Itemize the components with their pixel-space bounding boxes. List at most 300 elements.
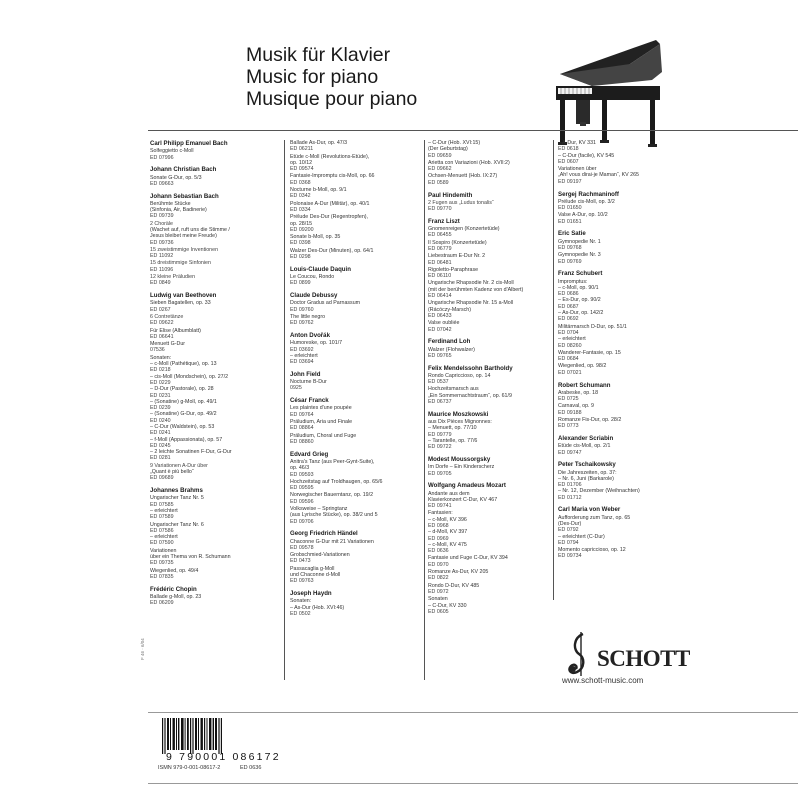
work-title-line: Rondo Capriccioso, op. 14 <box>428 372 491 379</box>
catalog-work <box>290 154 420 173</box>
catalog-work <box>428 140 550 159</box>
composer-name: Ludwig van Beethoven <box>150 292 217 300</box>
composer-name: Sergej Rachmaninoff <box>558 190 619 198</box>
edition-code: ED 0849 <box>150 280 171 287</box>
edition-code: ED 09197 <box>558 178 582 185</box>
edition-code: 15 dreistimmige Sinfonien <box>150 260 211 267</box>
edition-code: ED 09760 <box>290 306 314 313</box>
catalog-work <box>290 187 420 200</box>
catalog-work <box>290 598 420 617</box>
work-title-line: Walzer Des-Dur (Minuten), op. 64/1 <box>290 247 374 254</box>
catalog-work <box>558 515 698 546</box>
work-title-line: Sonate G-Dur, op. 5/3 <box>150 174 202 181</box>
logo-text: SCHOTT <box>597 646 690 671</box>
work-title-line: Liebestraum E-Dur Nr. 2 <box>428 253 486 260</box>
catalog-work <box>150 495 280 520</box>
work-title-line: – Menuett, op. 77/10 <box>428 425 477 432</box>
work-title-line: Anitra's Tanz (aus Peer-Gynt-Suite), <box>290 458 375 465</box>
composer-name: Eric Satie <box>558 230 586 238</box>
edition-code: 2 Choräle <box>150 220 173 227</box>
edition-code: ED 09706 <box>290 518 314 525</box>
edition-code: ED 06779 <box>428 245 452 252</box>
barcode-number: 9 790001 086172 <box>166 751 281 763</box>
work-title-line: – As-Dur, op. 142/2 <box>558 310 604 317</box>
work-title-line: „Quant è più bello“ <box>150 469 194 476</box>
edition-code: ED 0687 <box>558 303 579 310</box>
composer-name: Joseph Haydn <box>290 590 332 598</box>
work-title-line: The little negro <box>290 313 326 320</box>
work-title-line: Nocturne b-Moll, op. 9/1 <box>290 187 347 194</box>
work-title-line: – erleichtert <box>558 336 586 343</box>
work-title-line: Menuett G-Dur <box>150 341 186 348</box>
composer-name: Carl Philipp Emanuel Bach <box>150 140 228 147</box>
edition-code: ED 0618 <box>558 146 579 153</box>
work-title-line: – c-Moll (Pathétique), op. 13 <box>150 361 217 368</box>
work-title-line: Ungarische Rhapsodie Nr. 15 a-Moll <box>428 300 514 307</box>
catalog-work <box>558 390 698 403</box>
edition-code: ED 09741 <box>428 503 452 510</box>
work-title-line: – C-Dur, KV 330 <box>428 602 467 609</box>
edition-code: ED 09736 <box>150 239 174 246</box>
catalog-work <box>290 539 420 552</box>
work-title-line: – Es-Dur, op. 90/2 <box>558 297 601 304</box>
work-title-line: (Rácóczy-Marsch) <box>428 306 471 313</box>
catalog-work <box>428 253 550 266</box>
edition-code: ED 0502 <box>290 610 311 617</box>
work-title-line: – Tarantelle, op. 77/6 <box>428 437 478 444</box>
edition-code: ED 0972 <box>428 588 449 595</box>
edition-code: ED 09722 <box>428 444 452 451</box>
composer-name: Wolfgang Amadeus Mozart <box>428 482 506 490</box>
work-title-line: Chaconne G-Dur mit 21 Variationen <box>290 538 374 545</box>
catalog-work <box>290 479 420 492</box>
edition-code: ED 0240 <box>150 417 171 424</box>
edition-code: ED 09739 <box>150 213 174 220</box>
work-title-line: Etüde cis-Moll, op. 2/1 <box>558 443 611 450</box>
edition-code: ED 0794 <box>558 539 579 546</box>
catalog-work <box>290 300 420 313</box>
catalog-work <box>150 201 280 220</box>
work-title-line: Im Dorfe – Ein Kinderscherz <box>428 464 495 471</box>
edition-code: ED 09762 <box>290 320 314 327</box>
catalog-work <box>150 568 280 581</box>
composer-name: John Field <box>290 370 321 378</box>
work-title-line: Rigoletto-Paraphrase <box>428 266 479 273</box>
catalog-work <box>150 594 280 607</box>
composer-name: César Franck <box>290 397 329 405</box>
catalog-column-2 <box>290 140 420 617</box>
catalog-work <box>428 160 550 173</box>
composer-name: Peter Tschaikowsky <box>558 461 616 469</box>
work-title-line: Gymnopedie Nr. 1 <box>558 238 601 245</box>
catalog-work <box>428 464 550 477</box>
edition-code: ED 0473 <box>290 558 311 565</box>
composer-name: Modest Moussorgsky <box>428 456 491 463</box>
catalog-work <box>558 212 698 225</box>
edition-code: ED 09768 <box>558 244 582 251</box>
work-title-line: Wiegenlied, op. 98/2 <box>558 363 607 370</box>
edition-code: ED 06209 <box>150 600 174 607</box>
edition-code: ED 09188 <box>558 409 582 416</box>
catalog-work <box>558 199 698 212</box>
edition-code: ED 09769 <box>558 258 582 265</box>
work-title-line: – c-Moll, KV 396 <box>428 516 467 523</box>
work-title-line: (mit der berühmten Kadenz von d'Albert) <box>428 286 524 293</box>
edition-code: ED 0605 <box>428 608 449 615</box>
title-french: Musique pour piano <box>246 88 418 110</box>
catalog-work <box>428 569 550 582</box>
edition-code: ED 11092 <box>150 253 174 260</box>
work-title-line: Fantasie-Impromptu cis-Moll, op. 66 <box>290 173 375 180</box>
title-german: Musik für Klavier <box>246 44 391 66</box>
catalog-work <box>290 405 420 418</box>
edition-code: ED 09200 <box>290 226 314 233</box>
work-title-line: – erleichtert (C-Dur) <box>558 533 605 540</box>
catalog-work <box>290 201 420 214</box>
work-title-line: Humoreske, op. 101/7 <box>290 340 343 347</box>
edition-code: ED 08860 <box>290 438 314 445</box>
work-title-line: Impromptus: <box>558 278 588 285</box>
work-title-line: Valse oubliée <box>428 320 460 327</box>
edition-number: ED 0636 <box>240 765 262 771</box>
catalog-work <box>290 274 420 287</box>
work-title-line: Solfeggietto c-Moll <box>150 148 194 155</box>
edition-code: ED 09595 <box>290 485 314 492</box>
edition-code: ED 09689 <box>150 475 174 482</box>
catalog-work <box>558 403 698 416</box>
edition-code: ED 0342 <box>290 193 311 200</box>
catalog-work <box>150 221 280 246</box>
work-title-line: Sonate b-Moll, op. 35 <box>290 234 341 241</box>
catalog-work <box>150 175 280 188</box>
work-title-line: Passacaglia g-Moll <box>290 565 335 572</box>
ismn-number: ISMN 979-0-001-08617-2 <box>158 765 221 771</box>
work-title-line: Jesus bleibet meine Freude) <box>150 233 217 240</box>
edition-code: ED 06455 <box>428 232 452 239</box>
edition-code: ED 06641 <box>150 333 174 340</box>
catalog-work <box>558 166 698 185</box>
work-title-line: (aus Lyrische Stücke), op. 38/2 und 5 <box>290 512 378 519</box>
work-title-line: Die Jahreszeiten, op. 37: <box>558 469 617 476</box>
work-title-line: Klavierkonzert C-Dur, KV 467 <box>428 496 498 503</box>
catalog-work <box>428 583 550 596</box>
edition-code: ED 0822 <box>428 575 449 582</box>
work-title-line: – cis-Moll (Mondschein), op. 27/2 <box>150 373 229 380</box>
edition-code: ED 0704 <box>558 329 579 336</box>
work-title-line: op. 46/3 <box>290 465 310 472</box>
work-title-line: aus Dix Pièces Mignonnes: <box>428 419 492 426</box>
edition-code: ED 09764 <box>290 411 314 418</box>
edition-code: 0925 <box>290 385 302 392</box>
work-title-line: Ochsen-Menuett (Hob. IX:27) <box>428 173 498 180</box>
composer-name: Maurice Moszkowski <box>428 410 489 418</box>
catalog-work <box>558 140 698 165</box>
edition-code: ED 0589 <box>428 179 449 186</box>
edition-code: ED 06414 <box>428 293 452 300</box>
edition-code: ED 06433 <box>428 312 452 319</box>
edition-code: ED 09578 <box>290 544 314 551</box>
composer-name: Franz Schubert <box>558 270 603 278</box>
work-title-line: – erleichtert <box>290 352 318 359</box>
catalog-work <box>428 173 550 186</box>
edition-code: ED 09770 <box>428 206 452 213</box>
work-title-line: Andante aus dem <box>428 490 470 497</box>
catalog-work <box>428 300 550 319</box>
edition-code: ED 07042 <box>428 326 452 333</box>
edition-code: ED 09574 <box>290 166 314 173</box>
edition-code: ED 07996 <box>150 154 174 161</box>
composer-name: Felix Mendelssohn Bartholdy <box>428 364 513 372</box>
side-code: F 46 · 6/04 <box>140 638 145 660</box>
catalog-column-1 <box>150 140 280 607</box>
catalog-work <box>428 267 550 280</box>
work-title-line: Doctor Gradus ad Parnassum <box>290 300 361 307</box>
catalog-work <box>290 140 420 153</box>
catalog-column-4 <box>558 140 698 560</box>
barcode-box <box>148 712 798 784</box>
work-title-line: – As-Dur (Hob. XVI:46) <box>290 604 345 611</box>
work-title-line: Ungarischer Tanz Nr. 5 <box>150 495 204 502</box>
work-title-line: Präludium, Aria und Finale <box>290 419 353 426</box>
edition-code: ED 07021 <box>558 369 582 376</box>
work-title-line: Gnomenreigen (Konzertetüde) <box>428 226 500 233</box>
work-title-line: Hochzeitstag auf Troldhaugen, op. 65/6 <box>290 478 383 485</box>
composer-name: Louis-Claude Daquin <box>290 265 351 273</box>
clef-icon <box>565 632 593 676</box>
edition-code: ED 06481 <box>428 259 452 266</box>
work-title-line: Fantasien: <box>428 510 453 517</box>
work-title-line: Volksweise – Springtanz <box>290 505 348 512</box>
composer-name: Carl Maria von Weber <box>558 506 621 514</box>
work-title-line: Walzer (Flohwalzer) <box>428 346 475 353</box>
work-title-line: Für Elise (Albumblatt) <box>150 327 201 334</box>
work-title-line: Präludium, Choral und Fuge <box>290 432 357 439</box>
work-title-line: – f-Moll (Appassionata), op. 57 <box>150 436 223 443</box>
work-title-line: Sonaten <box>428 596 448 603</box>
edition-code: ED 07835 <box>150 573 174 580</box>
work-title-line: „Ah! vous dirai-je Maman“, KV 265 <box>558 172 639 179</box>
catalog-work <box>428 280 550 299</box>
work-title-line: Ballade g-Moll, op. 23 <box>150 593 202 600</box>
work-title-line: Polonaise A-Dur (Militär), op. 40/1 <box>290 200 370 207</box>
edition-code: ED 0792 <box>558 527 579 534</box>
work-title-line: Etüde c-Moll (Revolutions-Etüde), <box>290 153 370 160</box>
edition-code: ED 0899 <box>290 280 311 287</box>
edition-code: ED 06737 <box>428 399 452 406</box>
catalog-work <box>290 419 420 432</box>
edition-code: ED 09735 <box>150 560 174 567</box>
composer-name: Franz Liszt <box>428 217 460 225</box>
edition-code: ED 11096 <box>150 266 174 273</box>
catalog-work <box>428 240 550 253</box>
edition-code: ED 09705 <box>428 470 452 477</box>
composer-name: Frédéric Chopin <box>150 585 197 593</box>
catalog-work <box>150 355 280 462</box>
composer-name: Ferdinand Loh <box>428 338 471 346</box>
work-title-line: Romanze As-Dur, KV 205 <box>428 569 489 576</box>
edition-code: ED 0970 <box>428 561 449 568</box>
work-title-line: Romanze Fis-Dur, op. 28/2 <box>558 416 622 423</box>
work-title-line: Valse A-Dur, op. 10/2 <box>558 212 608 219</box>
edition-code: ED 0267 <box>150 306 171 313</box>
catalog-work <box>150 300 280 313</box>
work-title-line: – C-Dur (Waldstein), op. 53 <box>150 424 215 430</box>
work-title-line: – D-Dur (Pastorale), op. 28 <box>150 386 214 393</box>
catalog-work <box>150 148 280 161</box>
work-title-line: Sieben Bagatellen, op. 33 <box>150 300 211 307</box>
catalog-work <box>558 417 698 430</box>
work-title-line: Prélude Des-Dur (Regentropfen), <box>290 214 369 221</box>
edition-code: ED 09596 <box>290 498 314 505</box>
edition-code: ED 0231 <box>150 392 171 399</box>
edition-code: ED 0368 <box>290 179 311 186</box>
catalog-work <box>558 470 698 501</box>
edition-code: ED 07590 <box>150 540 174 547</box>
work-title-line: Hochzeitsmarsch aus <box>428 386 479 393</box>
work-title-line: Nocturne B-Dur <box>290 379 327 386</box>
work-title-line: Norwegischer Bauerntanz, op. 19/2 <box>290 492 374 499</box>
edition-code: ED 09779 <box>428 431 452 438</box>
catalog-work <box>428 596 550 615</box>
edition-code: ED 0773 <box>558 423 579 430</box>
catalog-work <box>428 320 550 333</box>
work-title-line: (Des-Dur) <box>558 520 582 527</box>
work-title-line: – C-Dur (Hob. XVI:15) <box>428 140 481 146</box>
composer-name: Georg Friedrich Händel <box>290 530 358 538</box>
edition-code: ED 03694 <box>290 359 314 366</box>
catalog-work <box>558 443 698 456</box>
composer-name: Johannes Brahms <box>150 487 203 495</box>
catalog-work <box>150 274 280 287</box>
edition-code: ED 09622 <box>150 320 174 327</box>
edition-code: ED 09659 <box>428 152 452 159</box>
work-title-line: Variationen über <box>558 166 597 173</box>
edition-code: ED 08864 <box>290 425 314 432</box>
edition-code: ED 09593 <box>290 471 314 478</box>
work-title-line: – erleichtert <box>150 534 178 541</box>
title-english: Music for piano <box>246 66 379 88</box>
catalog-work <box>290 506 420 525</box>
edition-code: ED 0968 <box>428 522 449 529</box>
catalog-work <box>558 350 698 363</box>
edition-code: ED 0692 <box>558 316 579 323</box>
edition-code: ED 0218 <box>150 367 171 374</box>
work-title-line: Wanderer-Fantasie, op. 15 <box>558 349 621 356</box>
title-block <box>246 44 417 110</box>
work-title-line: Aufforderung zum Tanz, op. 65 <box>558 514 631 521</box>
edition-code: ED 0398 <box>290 240 311 247</box>
catalog-work <box>290 340 420 365</box>
catalog-work <box>290 248 420 261</box>
work-title-line: (Wachet auf, ruft uns die Stimme / <box>150 226 230 233</box>
work-title-line: – Nr. 12, Dezember (Weihnachten) <box>558 488 640 495</box>
work-title-line: – erleichtert <box>150 507 178 514</box>
catalog-work <box>428 555 550 568</box>
work-title-line: – Nr. 6, Juni (Barkarole) <box>558 475 614 482</box>
work-title-line: op. 28/15 <box>290 220 313 227</box>
work-title-line: Sonaten: <box>290 598 312 605</box>
work-title-line: Arabeske, op. 18 <box>558 389 599 396</box>
catalog-work <box>290 214 420 233</box>
work-title-line: Le Coucou, Rondo <box>290 274 335 281</box>
work-title-line: – c-Moll, KV 475 <box>428 541 467 548</box>
edition-code: 2 Fugen aus „Ludus tonalis“ <box>428 199 494 206</box>
work-title-line: Ballade As-Dur, op. 47/3 <box>290 140 348 146</box>
catalog-work <box>428 419 550 450</box>
catalog-work <box>150 260 280 273</box>
composer-name: Johann Sebastian Bach <box>150 192 219 200</box>
edition-code: ED 0241 <box>150 430 171 437</box>
edition-code: ED 01650 <box>558 205 582 212</box>
work-title-line: Militärmarsch D-Dur, op. 51/1 <box>558 323 627 330</box>
catalog-work <box>290 173 420 186</box>
catalog-work <box>290 379 420 392</box>
edition-code: ED 07589 <box>150 514 174 521</box>
catalog-work <box>290 566 420 585</box>
edition-code: ED 0636 <box>428 548 449 555</box>
work-title-line: Gymnopedie Nr. 3 <box>558 252 601 259</box>
barcode <box>152 716 232 754</box>
edition-code: ED 09765 <box>428 352 452 359</box>
edition-code: ED 07585 <box>150 501 174 508</box>
work-title-line: Ungarischer Tanz Nr. 6 <box>150 521 204 528</box>
catalog-work <box>150 548 280 567</box>
edition-code: ED 0334 <box>290 206 311 213</box>
work-title-line: und Chaconne d-Moll <box>290 572 341 579</box>
catalog-work <box>150 463 280 482</box>
edition-code: ED 09663 <box>150 180 174 187</box>
composer-name: Johann Christian Bach <box>150 166 217 174</box>
catalog-work <box>428 491 550 510</box>
edition-code: ED 08260 <box>558 342 582 349</box>
catalog-work <box>428 510 550 554</box>
website-url: www.schott-music.com <box>562 676 644 685</box>
edition-code: ED 09763 <box>290 578 314 585</box>
catalog-work <box>558 279 698 323</box>
column-divider <box>553 140 554 600</box>
edition-code: 6 Contretänze <box>150 313 184 320</box>
catalog-work <box>428 373 550 386</box>
work-title-line: Ungarische Rhapsodie Nr. 2 cis-Moll <box>428 280 514 287</box>
work-title-line: Sonaten: <box>150 354 172 361</box>
column-divider <box>424 140 425 680</box>
work-title-line: „Ein Sommernachtstraum“, op. 61/9 <box>428 392 512 399</box>
edition-code: ED 0281 <box>150 455 171 462</box>
edition-code: ED 0686 <box>558 291 579 298</box>
edition-code: ED 09662 <box>428 166 452 173</box>
catalog-work <box>150 328 280 341</box>
edition-code: ED 0298 <box>290 254 311 261</box>
edition-code: 9 Variationen A-Dur über <box>150 462 208 469</box>
edition-code: ED 01706 <box>558 482 582 489</box>
edition-code: ED 0969 <box>428 535 449 542</box>
edition-code: ED 0684 <box>558 356 579 363</box>
catalog-work <box>558 547 698 560</box>
catalog-work <box>558 324 698 349</box>
work-title-line: Grobschmied-Variationen <box>290 552 350 559</box>
work-title-line: Wiegenlied, op. 49/4 <box>150 567 199 574</box>
work-title-line: – 2 leichte Sonatinen F-Dur, G-Dur <box>150 449 232 456</box>
work-title-line: – A-Dur, KV 331 <box>558 140 596 146</box>
catalog-work <box>558 239 698 252</box>
work-title-line: Les plaintes d'une poupée <box>290 405 352 412</box>
work-title-line: Il Sospiro (Konzertetüde) <box>428 239 487 246</box>
work-title-line: Arietta con Variazioni (Hob. XVII:2) <box>428 159 510 166</box>
work-title-line: – C-Dur (facile), KV 545 <box>558 152 615 159</box>
catalog-work <box>150 314 280 327</box>
edition-code: ED 0239 <box>150 405 171 412</box>
work-title-line: – (Sonatine) G-Dur, op. 49/2 <box>150 411 217 418</box>
